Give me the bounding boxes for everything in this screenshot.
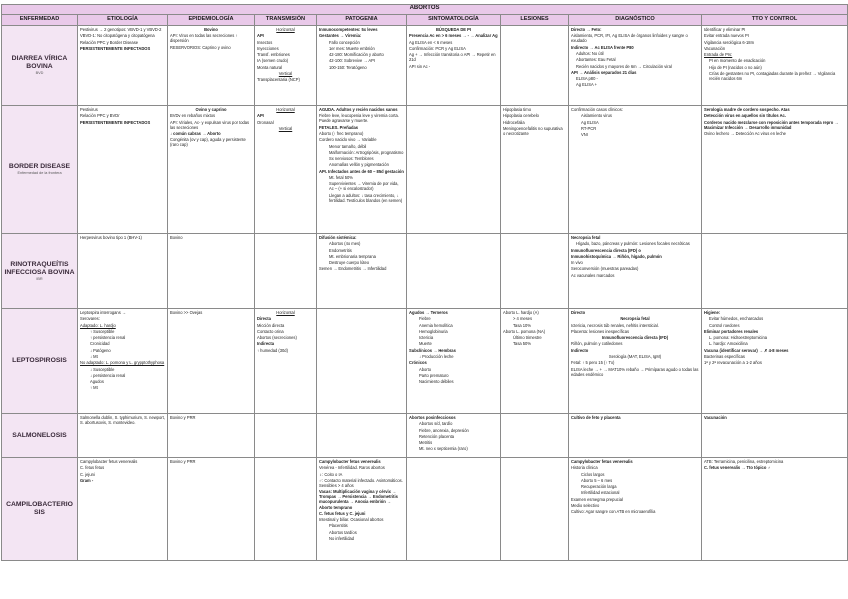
etiologia-text: Campylobacter fetus venerealis (80, 459, 138, 464)
tto-text: Eliminar portadores renales (704, 328, 759, 334)
epidemiologia-cell (168, 106, 255, 234)
sintomatologia-text: Confirmación: PCR y Ag ELISA (409, 45, 466, 51)
patogenia-text: Malformación: Artrogripósis, prognatismo (329, 149, 404, 155)
diagnostico-cell (569, 26, 702, 106)
lesiones-text: Aborto L. pomona (NA) (503, 328, 546, 334)
diagnostico-text: In vivo (571, 260, 583, 266)
disease-subtitle: IBR (36, 276, 43, 281)
etiologia-text: PERSISTENTEMENTE INFECTADOS (80, 119, 151, 125)
diagnostico-text: Indirecto (571, 347, 589, 353)
disease-name-cell (2, 458, 78, 561)
lesiones-text: Hipoplasia timo (503, 107, 531, 112)
tto-text: Vacuna (identificar serovar) → ✗ 4-8 meses (704, 347, 789, 353)
transmision-text: Monta natural (257, 64, 283, 70)
etiologia-text: Adaptado: L. hardjo (80, 322, 116, 328)
patogenia-text: Intestinal y biliar. Ocasional abortos (319, 517, 384, 523)
patogenia-text: Llegan a adultos: ↓ tasa crecimiento, ↓ fertilidad. Testículos blandos (en semen) (329, 192, 403, 203)
transmision-cell (255, 458, 317, 561)
disease-name: DIARREA VÍRICA BOVINA (11, 55, 68, 70)
tto-text: Serología madre de cordero sospecho. Atas (704, 107, 790, 112)
diagnostico-text: Necropsia fetal (620, 316, 650, 322)
sintomatologia-cell (407, 106, 501, 234)
diagnostico-text: Infertilidad estacional (581, 490, 620, 496)
sintomatologia-text: ↓ Producción leche (419, 353, 454, 359)
table-row (2, 458, 848, 561)
sintomatologia-text: Presencia Ac en > 6 meses → - → Analizar Ag (409, 33, 498, 39)
sintomatologia-cell (407, 26, 501, 106)
etiologia-text: Herpesvirus bovino tipo 1 (BHV-1) (80, 235, 142, 240)
patogenia-text: FETALES. Preñadas (319, 124, 359, 130)
tto-cell (702, 309, 848, 414)
header-patogenia: PATOGENIA (317, 15, 407, 26)
patogenia-text: Semen → Endometritis → Infertilidad (319, 266, 387, 272)
etiologia-text: Relación PPC y Border Disease (80, 39, 139, 45)
patogenia-text: Fiebre leve, leucopenia leve y viremia corta. Puede agravarse y muerte. (319, 113, 399, 124)
patogenia-cell (317, 414, 407, 458)
transmision-text: Transf. embriones (257, 52, 290, 58)
sintomatologia-text: Abortos s/d, tardío (419, 421, 453, 427)
lesiones-cell (501, 458, 569, 561)
patogenia-cell (317, 106, 407, 234)
diagnostico-cell (569, 309, 702, 414)
epidemiologia-cell (168, 309, 255, 414)
lesiones-cell (501, 414, 569, 458)
epidemiologia-text: Bovino (204, 27, 218, 32)
patogenia-text: Cordero nacido vivo → Variable (319, 137, 377, 143)
transmision-text: Transplacentaria (NCP) (257, 77, 300, 83)
etiologia-text: Relación PPC y BVDr (80, 113, 120, 119)
patogenia-text: Vacas: Multiplicación vagina y cérvix → Trompas → Persistencia → Endometritis mucopurulenta → Anoxia embrión → Aborto temprano (319, 489, 398, 510)
epidemiologia-text: Ovino y caprino (195, 107, 227, 112)
epidemiologia-text: Congénita (ov y cap), aguda y persistente (raro cap) (170, 137, 246, 148)
disease-name-cell (2, 106, 78, 234)
sintomatologia-cell (407, 234, 501, 309)
header-transmision: TRANSMISIÓN (255, 15, 317, 26)
patogenia-text: 42-100: Sobrevive → API (329, 58, 375, 64)
sintomatologia-text: BÚSQUEDA DE PI (435, 27, 472, 32)
disease-name-cell (2, 234, 78, 309)
diagnostico-text: Recuperación larga (581, 484, 617, 490)
diagnostico-text: Ag ELISA + (576, 82, 598, 88)
patogenia-text: Sx nerviosos: Temblores (329, 156, 374, 162)
transmision-cell (255, 309, 317, 414)
sintomatologia-text: Fiebre (419, 316, 431, 322)
patogenia-text: Abortos (4o mes) (329, 241, 361, 247)
etiologia-text: Pestivirus (80, 107, 98, 112)
etiologia-cell (78, 414, 168, 458)
etiologia-text: Gram - (80, 477, 94, 483)
sintomatologia-text: Retención placenta (419, 433, 455, 439)
transmision-text: ↑ humedad (30d) (257, 347, 288, 353)
header-etiologia: ETIOLOGÍA (78, 15, 168, 26)
disease-name: LEPTOSPIROSIS (12, 357, 67, 364)
epidemiologia-text: API: Virus en todas las secreciones ↑ dispersión (170, 33, 238, 44)
lesiones-text: Hipoplasia cerebelo (503, 113, 539, 119)
etiologia-text: Salmonella dublin, S. typhimurium, S. newport, S. abortusovis, S. montevideo. (80, 415, 165, 426)
transmision-text: Abortos (secreciones) (257, 335, 297, 341)
transmision-cell (255, 234, 317, 309)
transmision-text: Horizontal (276, 27, 295, 32)
disease-name-cell (2, 309, 78, 414)
transmision-text: IA (semen crudo) (257, 58, 289, 64)
diagnostico-text: Aislamiento, PCR, IFI, Ag ELISA de órganos linfoides y sangre o exudado (571, 33, 688, 44)
diagnostico-cell (569, 234, 702, 309)
diagnostico-text: API → Análisis separados 21 días (571, 69, 637, 75)
epidemiologia-text: Bovino >> Ovejas (170, 310, 203, 315)
diagnostico-text: Inmunofluorescencia directa (IFD) (601, 335, 669, 341)
diagnostico-cell (569, 414, 702, 458)
transmision-cell (255, 414, 317, 458)
diagnostico-text: Cultivo: Agar sangre con ATB en microaerofilia (571, 509, 656, 515)
etiologia-cell (78, 234, 168, 309)
tto-text: Higiene: (704, 310, 721, 315)
patogenia-text: AGUDA. Adultos y recién nacidos sanos (319, 107, 398, 112)
tto-cell (702, 458, 848, 561)
diagnostico-cell (569, 106, 702, 234)
etiologia-cell (78, 309, 168, 414)
transmision-text: Horizontal (276, 107, 295, 112)
header-lesiones: LESIONES (501, 15, 569, 26)
sintomatologia-text: Metritis (419, 440, 433, 446)
diagnostico-text: Ictericia, necrosis túb renales, nefritis intersticial. (571, 322, 659, 328)
diagnostico-text: Examen esmegma prepucial (571, 496, 623, 502)
diagnostico-text: Seroconversión (muestras pareadas) (571, 266, 639, 272)
patogenia-text: 100-150: Teratógeno (329, 64, 367, 70)
tto-cell (702, 106, 848, 234)
lesiones-cell (501, 26, 569, 106)
patogenia-text: Gestantes → Viremia: (319, 33, 362, 39)
tto-text: Corderos nacido mezclarse con reposición antes temporada repro → Maximizar Infección → Desarrollo inmunidad (704, 119, 839, 130)
lesiones-cell (501, 309, 569, 414)
patogenia-text: ♂: Contacto material infectado. Asintomáticos. Sensibles > 4 años (319, 477, 403, 488)
sintomatologia-text: Ag + → Infección transitoria o API → Repetir en 21d (409, 52, 496, 63)
etiologia-text: ↓ persistencia renal (90, 372, 126, 378)
epidemiologia-cell (168, 414, 255, 458)
lesiones-text: Tasa 10% (513, 322, 531, 328)
etiologia-cell (78, 26, 168, 106)
header-epidemiologia: EPIDEMIOLOGÍA (168, 15, 255, 26)
etiologia-cell (78, 458, 168, 561)
patogenia-text: Inmunocompetentes: 5x leves (319, 27, 378, 32)
sintomatologia-text: Hemoglobinuria (419, 328, 448, 334)
epidemiologia-text: RESERVORIOS: Caprino y ovino (170, 44, 231, 50)
tto-text: Evitar húmedos, encharcados (709, 316, 764, 322)
sintomatologia-cell (407, 309, 501, 414)
abortos-table (1, 4, 848, 561)
transmision-cell (255, 26, 317, 106)
sintomatologia-text: Parto prematuro (419, 372, 449, 378)
diagnostico-text: Ciclos largos (581, 471, 605, 477)
disease-name: RINOTRAQUEÍTIS INFECCIOSA BOVINA (4, 260, 75, 276)
diagnostico-text: Serología (MAT, ELISA, IgM) (608, 353, 662, 359)
lesiones-cell (501, 106, 569, 234)
epidemiologia-text: BVDv en rebaños mixtos (170, 113, 216, 119)
tto-text: Control roedores (709, 322, 740, 328)
diagnostico-text: Confirmación casos clínicos: (571, 107, 623, 112)
diagnostico-text: Inmunohistoquímica → Riñón, hígado, pulmón (571, 253, 662, 259)
sintomatologia-text: Ictericia (419, 335, 434, 341)
diagnostico-text: Hígado, bazo, páncreas y pulmón: Lesiones focales necróticas (576, 241, 690, 247)
diagnostico-text: Necropsia fetal (571, 235, 601, 240)
sintomatologia-text: Agudos → Terneros (409, 310, 448, 315)
diagnostico-text: Cultivo de feto y placenta (571, 415, 621, 420)
diagnostico-text: ELISA p80 - (576, 76, 598, 82)
etiologia-text: Leptospira interrogans → (80, 310, 126, 315)
transmision-text: Directa (257, 316, 271, 322)
diagnostico-text: RT-PCR (581, 125, 597, 131)
lesiones-text: Aborto L. hardjo (A) (503, 310, 539, 315)
tto-text: ATB: Terramicina, penicilina, estreptomicina (704, 459, 784, 464)
transmision-cell (255, 106, 317, 234)
diagnostico-text: Aislamiento virus (581, 113, 612, 119)
sintomatologia-text: Abortos posinfecciosos (409, 415, 456, 420)
patogenia-text: Menor tamaño, débil (329, 143, 367, 149)
diagnostico-text: Historia clínica (571, 465, 598, 471)
patogenia-text: Destruye cuerpo lúteo (329, 260, 370, 266)
tto-text: Vacunación (704, 45, 726, 51)
tto-text: C. fetus venerealis → Tto tópico ♂ (704, 465, 771, 471)
sintomatologia-cell (407, 458, 501, 561)
diagnostico-text: ELISA leche → + → MAT10% rebaño → Primíparas agudo o todas las edades endémico (571, 366, 699, 377)
tto-text: L. pomona: Hidroestreptomicina (709, 335, 768, 341)
transmision-text: Micción directa (257, 322, 285, 328)
transmision-text: API (257, 33, 264, 39)
tto-text: Entrada de PIs: (704, 52, 733, 58)
patogenia-text: API. Infectados antes de 60 – 85d gestación (319, 168, 404, 174)
patogenia-cell (317, 309, 407, 414)
header-tto-control: TTO Y CONTROL (702, 15, 848, 26)
sintomatologia-text: Aborto (419, 366, 432, 372)
epidemiologia-text: Bovino y PRR (170, 459, 196, 464)
tto-text: L. hardjo: Amoxicilina (709, 341, 748, 347)
epidemiologia-text: API: Viriales, Ac- y expulsan virus por todas las secreciones (170, 119, 250, 130)
lesiones-text: Hidrocefalia (503, 119, 525, 125)
patogenia-text: Abortos tardíos (329, 529, 357, 535)
diagnostico-text: Recién nacidos y mayores de 6m → Circulación viral (576, 63, 672, 69)
patogenia-text: Difusión sistémica: (319, 235, 357, 240)
epidemiologia-cell (168, 234, 255, 309)
sintomatologia-text: Subclínicos → Hembras (409, 347, 456, 353)
table-row (2, 106, 848, 234)
sintomatologia-text: Crónicos (409, 360, 427, 366)
tto-text: Bacterinas específicas (704, 353, 745, 359)
patogenia-text: ♀: Coito o IA (319, 471, 343, 477)
tto-text: Crías de gestantes no PI, contagiadas durante la preñez → Vigilancia recién nacidos 6m (709, 70, 836, 82)
tto-cell (702, 26, 848, 106)
diagnostico-text: Directo → Feto: (571, 27, 602, 32)
etiologia-text: ↓ Mt (90, 353, 98, 359)
etiologia-text: Cronicidad (90, 341, 110, 347)
table-row (2, 414, 848, 458)
lesiones-text: Tasa 50% (513, 341, 531, 347)
patogenia-text: Endometritis (329, 247, 352, 253)
patogenia-text: C. fetus fetus y C. jejuni (319, 510, 366, 516)
transmision-text: Horizontal (276, 310, 295, 315)
disease-subtitle: Enfermedad de la frontera (17, 171, 62, 175)
transmision-text: Contacto orina (257, 328, 284, 334)
transmision-text: Vertical (278, 70, 293, 76)
diagnostico-text: Directo (571, 310, 586, 315)
tto-text: Ovino lechero → Detección Ac virus en leche (704, 130, 786, 136)
header-enfermedad: ENFERMEDAD (2, 15, 78, 26)
diagnostico-text: Aborto 5 – 6 mes (581, 477, 613, 483)
sintomatologia-text: Mt. neo x septicemia (raro) (419, 446, 468, 452)
patogenia-text: Campylobacter fetus venerealis (319, 459, 381, 464)
etiologia-text: VBVD-1: No citopatógena y citopatógena (80, 33, 155, 39)
tto-text: Vacunación (704, 415, 727, 420)
transmision-text: Indirecta (257, 341, 275, 347)
diagnostico-text: VNI (581, 132, 588, 138)
etiologia-text: ↑ persistencia renal (90, 335, 126, 341)
etiologia-text: Agudos (90, 379, 104, 385)
diagnostico-text: Placenta: lesiones inespecíficas (571, 328, 630, 334)
table-row (2, 26, 848, 106)
transmision-text: Insectos (257, 39, 273, 45)
header-diagnostico: DIAGNÓSTICO (569, 15, 702, 26)
tto-text: 1ª y 2ª revacunación a 1-2 años (704, 360, 762, 366)
sintomatologia-cell (407, 414, 501, 458)
tto-text: Evitar entrada nuevos PI (704, 33, 749, 39)
diagnostico-text: Campylobacter fetus venerealis (571, 459, 633, 464)
lesiones-text: Meningoencefalitis no supurativa o necrotizante (503, 125, 563, 136)
tto-text: Detección virus en aquellos sin títulos Ac. (704, 113, 786, 119)
patogenia-text: 1er mes: Muerte embrión (329, 45, 375, 51)
transmision-text: Vertical (278, 125, 293, 131)
patogenia-text: Aborto (↑ frec temprano) (319, 130, 364, 136)
disease-name: BORDER DISEASE (8, 163, 71, 170)
etiologia-text: ↑ Susceptible (90, 328, 115, 334)
disease-name-cell (2, 26, 78, 106)
patogenia-cell (317, 26, 407, 106)
diagnostico-text: Inmunofluorescencia directa (IFD) o (571, 247, 641, 253)
diagnostico-text: Riñón, pulmón y cotiledones (571, 341, 623, 347)
epidemiologia-text: Bovino y PRR (170, 415, 196, 420)
table-row (2, 234, 848, 309)
etiologia-cell (78, 106, 168, 234)
sintomatologia-text: Fiebre, anorexia, depresión (419, 427, 469, 433)
sintomatologia-text: Nacimiento débiles (419, 379, 454, 385)
epidemiologia-text: ↓ común cabras → Aborto (170, 130, 221, 136)
etiologia-text: ↓ Patógeno (90, 347, 111, 353)
etiologia-text: Serovares: (80, 316, 100, 322)
diagnostico-text: Indirecto → Ac ELISA frente P80 (571, 44, 634, 50)
header-row (2, 15, 848, 26)
patogenia-text: Fallo concepción (329, 39, 360, 45)
table-row (2, 309, 848, 414)
transmision-text: API (257, 113, 264, 119)
patogenia-cell (317, 234, 407, 309)
patogenia-text: Mt. embrionaria temprana (329, 253, 376, 259)
diagnostico-text: Medio selectivo (571, 502, 600, 508)
epidemiologia-cell (168, 26, 255, 106)
patogenia-text: Anomalías vellón y pigmentación (329, 162, 389, 168)
tto-text: PI en momento de enadicación (709, 58, 766, 64)
disease-name: CAMPILOBACTERIOSIS (6, 501, 73, 516)
sintomatologia-text: API sin Ac - (409, 63, 431, 69)
patogenia-text: No infertilidad (329, 535, 355, 541)
etiologia-text: C. jejuni (80, 471, 95, 477)
sintomatologia-text: Anemia hemolítica (419, 322, 453, 328)
tto-text: Identificar y eliminar PI (704, 27, 746, 32)
table-title: ABORTOS (2, 5, 848, 15)
diagnostico-text: Fetal: ↑ 5 pero 15 (↑ Tx) (571, 360, 615, 366)
tto-text: Vigilancia serológica 6-18m (704, 39, 754, 45)
header-sintomatologia: SINTOMATOLOGÍA (407, 15, 501, 26)
diagnostico-text: Adultos: No útil (576, 50, 604, 56)
disease-subtitle: BVD (35, 71, 44, 75)
diagnostico-text: Abortantes: Eau Fetal (576, 57, 616, 63)
etiologia-text: PERSISTENTEMENTE INFECTADOS (80, 45, 151, 51)
lesiones-cell (501, 234, 569, 309)
tto-cell (702, 414, 848, 458)
lesiones-text: > 4 meses (513, 316, 532, 322)
patogenia-text: Placentitis (329, 523, 348, 529)
patogenia-cell (317, 458, 407, 561)
etiologia-text: ↓ Susceptible (90, 366, 115, 372)
disease-name: SALMONELOSIS (12, 431, 67, 439)
transmision-text: Inyecciones (257, 45, 279, 51)
transmision-text: Oronasal (257, 119, 274, 125)
diagnostico-text: Ac vacunales marcados (571, 272, 615, 278)
etiologia-text: No adaptado: L. pomona y L. grypptothyphosa (80, 360, 165, 366)
epidemiologia-cell (168, 458, 255, 561)
diagnostico-text: Ag ELISA (581, 119, 599, 125)
patogenia-text: Mt. fetal 50% (329, 174, 353, 180)
etiologia-text: ↑ Mt (90, 385, 98, 391)
disease-name-cell (2, 414, 78, 458)
diagnostico-cell (569, 458, 702, 561)
etiologia-text: C. fetus fetus (80, 465, 105, 471)
tto-cell (702, 234, 848, 309)
tto-text: Hijo de PI (nacidos o no aún) (709, 64, 762, 70)
sintomatologia-text: Ag ELISA en < 6 meses (409, 39, 453, 45)
epidemiologia-text: Bovino (170, 235, 183, 240)
patogenia-text: Supervivientes → Viremia de por vida, Ac – (+ si encalostrador) (329, 181, 399, 192)
etiologia-text: Pestivirus → 2 genotipos: VBVD-1 y VBVD-2 (80, 27, 162, 32)
sintomatologia-text: Muerte (419, 341, 432, 347)
patogenia-text: Venérea - Infertilidad. Raros abortos (319, 465, 385, 471)
patogenia-text: 42-180: Momificación y aborto (329, 52, 384, 58)
lesiones-text: Último trimestre (513, 335, 542, 341)
